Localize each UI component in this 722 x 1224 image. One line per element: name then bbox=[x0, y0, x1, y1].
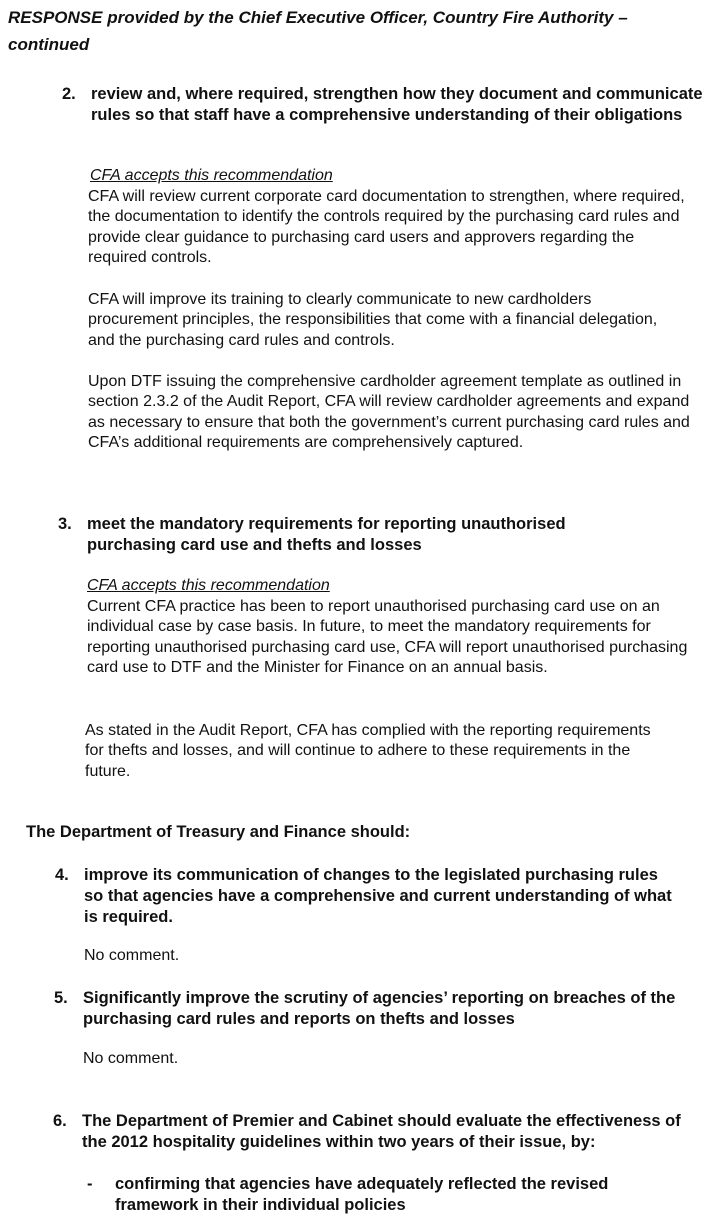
recommendation-heading: improve its communication of changes to the legislated purchasing rules so that agencies have a comprehensive and current understanding of what is required. bbox=[84, 866, 672, 926]
section-heading: The Department of Treasury and Finance should: bbox=[26, 823, 411, 841]
response-paragraph: CFA will review current corporate card documentation to strengthen, where required, the documentation to identify the controls required by the purchasing card rules and provide clear guidance to purchasing card users and approvers regarding the required controls. bbox=[88, 188, 685, 267]
recommendation-heading: review and, where required, strengthen how they document and communicate rules so that staff have a comprehensive understanding of their obligations bbox=[91, 85, 703, 124]
response-paragraph: CFA will improve its training to clearly communicate to new cardholders procurement principles, the responsibilities that come with a financial delegation, and the purchasing card rules and controls. bbox=[88, 291, 658, 349]
bullet-item: confirming that agencies have adequately reflected the revised framework in their individual policies bbox=[115, 1175, 609, 1214]
response-paragraph: As stated in the Audit Report, CFA has complied with the reporting requirements for thefts and losses, and will continue to adhere to these requirements in the future. bbox=[85, 722, 651, 780]
comment-text: No comment. bbox=[83, 1050, 179, 1067]
bullet-marker: - bbox=[87, 1175, 93, 1193]
recommendation-heading: Significantly improve the scrutiny of agencies’ reporting on breaches of the purchasing card rules and reports on thefts and losses bbox=[83, 989, 676, 1028]
header-line-2: continued bbox=[8, 35, 90, 54]
comment-text: No comment. bbox=[84, 947, 180, 964]
response-paragraph: Current CFA practice has been to report unauthorised purchasing card use on an individual case by case basis. In future, to meet the mandatory requirements for reporting unauthorised purchasing card use, CFA will report unauthorised purchasing card use to DTF and the Minister for Finance on an annual basis. bbox=[87, 598, 688, 677]
recommendation-heading: The Department of Premier and Cabinet should evaluate the effectiveness of the 2012 hospitality guidelines within two years of their issue, by: bbox=[82, 1112, 681, 1151]
acceptance-statement: CFA accepts this recommendation bbox=[87, 577, 330, 594]
header-line-1: RESPONSE provided by the Chief Executive Officer, Country Fire Authority – bbox=[8, 8, 628, 27]
recommendation-number: 3. bbox=[58, 515, 72, 533]
recommendation-number: 5. bbox=[54, 989, 68, 1007]
response-paragraph: Upon DTF issuing the comprehensive cardholder agreement template as outlined in section 2.3.2 of the Audit Report, CFA will review cardholder agreements and expand as necessary to ensure that both the government’s current purchasing card rules and CFA’s additional requirements are comprehensively captured. bbox=[88, 373, 690, 452]
recommendation-number: 4. bbox=[55, 866, 69, 884]
recommendation-heading: meet the mandatory requirements for reporting unauthorised purchasing card use and thefts and losses bbox=[87, 515, 566, 554]
recommendation-number: 2. bbox=[62, 85, 76, 103]
page-header bbox=[8, 4, 708, 58]
acceptance-statement: CFA accepts this recommendation bbox=[90, 167, 333, 184]
recommendation-number: 6. bbox=[53, 1112, 67, 1130]
